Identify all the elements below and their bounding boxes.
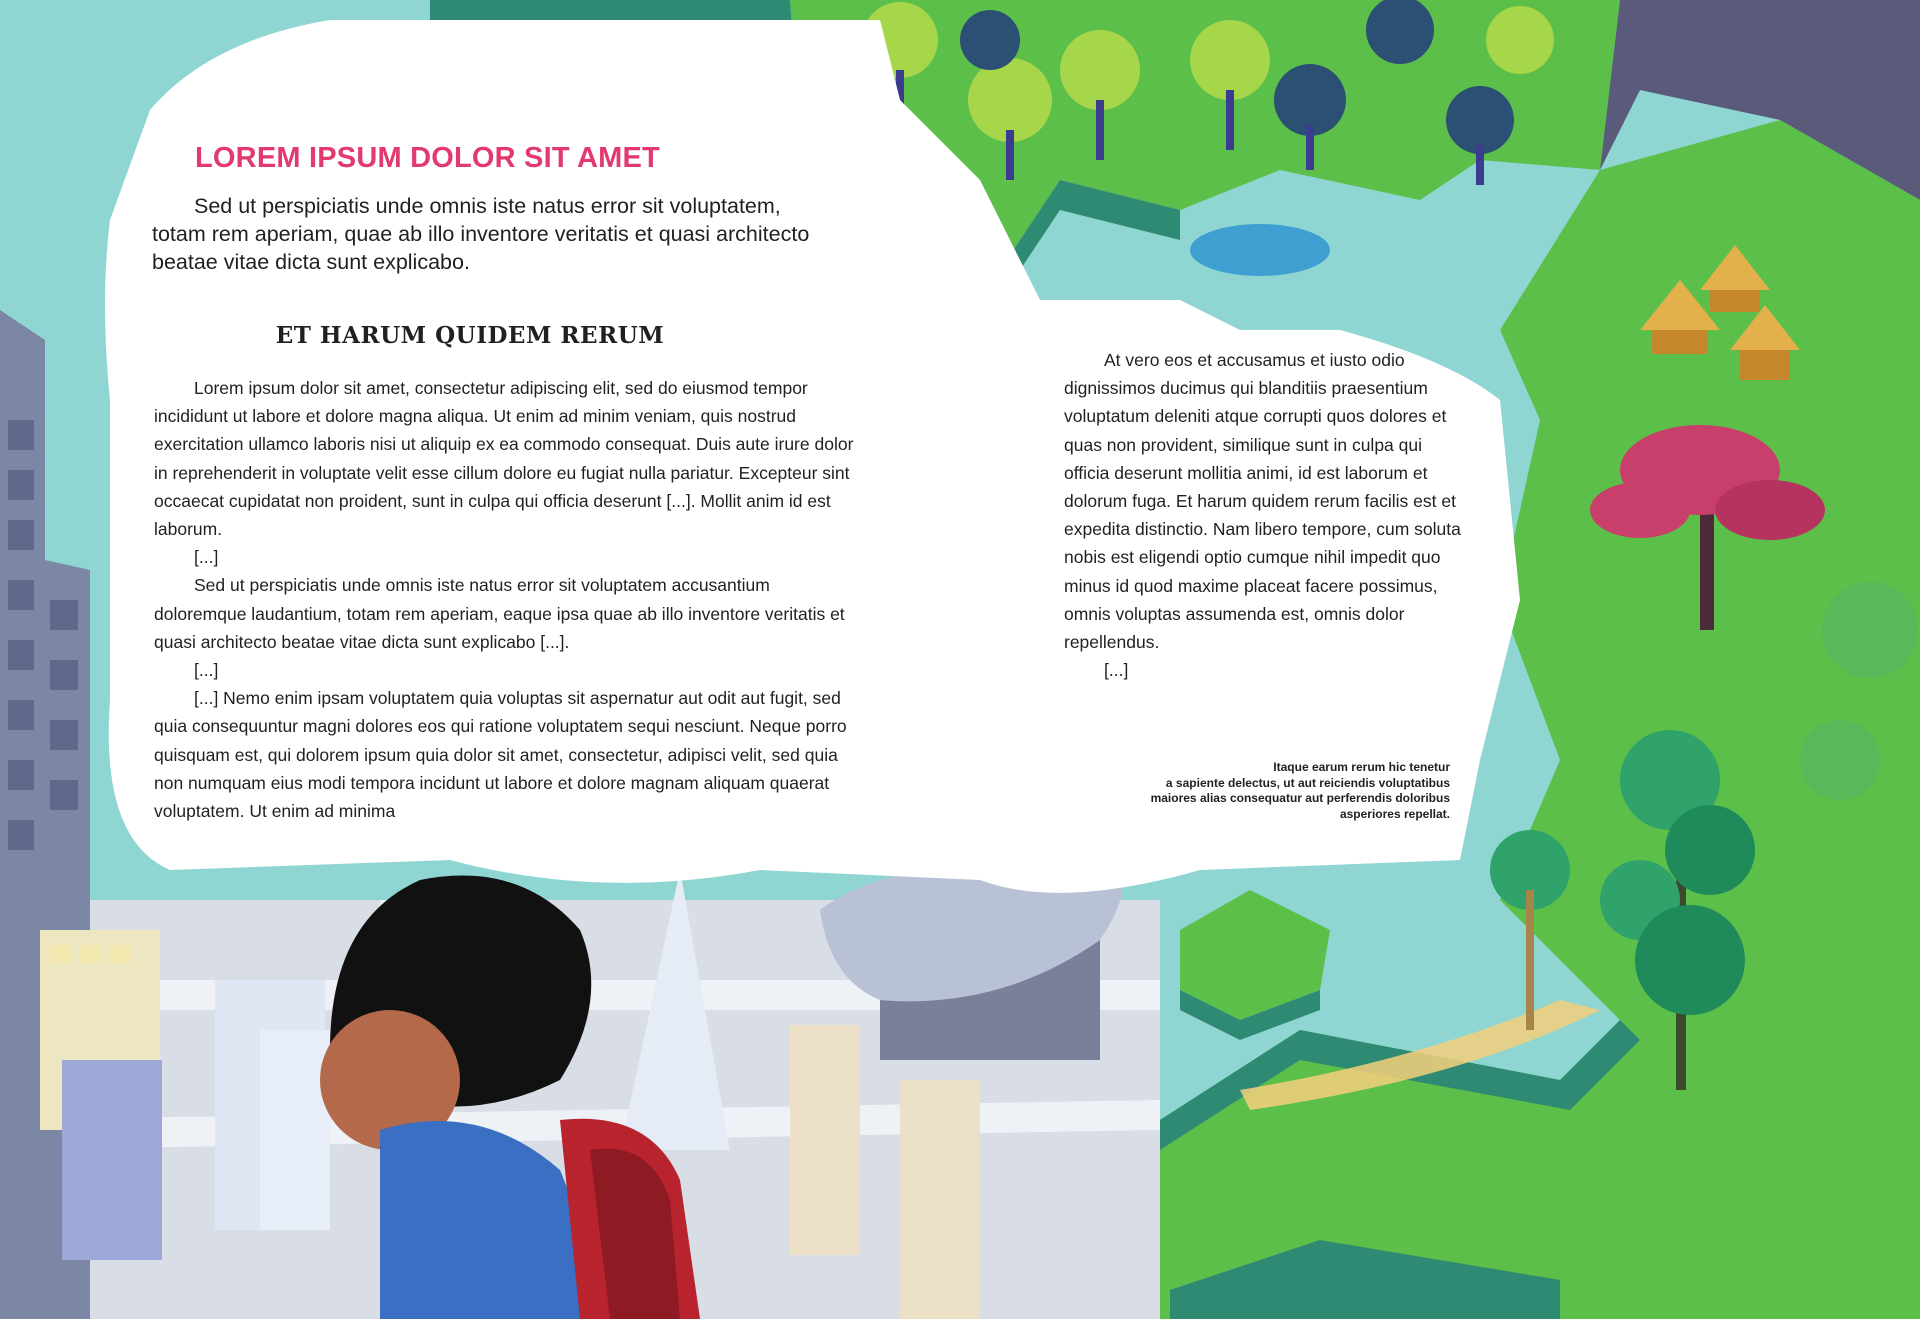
caption-line: a sapiente delectus, ut aut reiciendis voluptatibus [1165,775,1450,790]
pond [1190,224,1330,276]
caption-line: maiores alias consequatur aut perferendis doloribus [1150,791,1450,805]
image-caption [1090,760,1450,822]
caption-line: Itaque earum rerum hic tenetur [1273,760,1450,774]
left-paragraph: [...] Nemo enim ipsam voluptatem quia voluptas sit aspernatur aut odit aut fugit, sed quia consequuntur magni dolores eos qui ratione voluptatem sequi nesciunt. Neque porro quisquam est, qui dolorem ipsum quia dolor sit amet, consectetur, adipisci velit, sed quia non numquam eius modi tempora incidunt ut labore et dolore magnam aliquam quaerat voluptatem. Ut enim ad minima [154,688,847,822]
lead-text: Sed ut perspiciatis unde omnis iste natus error sit voluptatem, totam rem aperiam, quae ab illo inventore veritatis et quasi architecto beatae vitae dicta sunt explicabo. [152,194,810,274]
right-ellipsis: [...] [1104,660,1129,681]
left-ellipsis: [...] [194,660,219,681]
lead-paragraph [152,192,832,276]
caption-line: asperiores repellat. [1339,806,1450,821]
right-paragraph: At vero eos et accusamus et iusto odio dignissimos ducimus qui blanditiis praesentium voluptatum deleniti atque corrupti quos dolores et quas non provident, similique sunt in culpa qui officia deserunt mollitia animi, id est laborum et dolorum fuga. Et harum quidem rerum facilis est et expedita distinctio. Nam libero tempore, cum soluta nobis est eligendi optio cumque nihil impedit quo minus id quod maxime placeat facere possimus, omnis voluptas assumenda est, omnis dolor repellendus. [1064,350,1461,653]
left-ellipsis: [...] [194,547,219,568]
left-paragraph: Lorem ipsum dolor sit amet, consectetur adipiscing elit, sed do eiusmod tempor incididunt ut labore et dolore magna aliqua. Ut enim ad minim veniam, quis nostrud exercitation ullamco laboris nisi ut aliquip ex ea commodo consequat. Duis aute irure dolor in reprehenderit in voluptate velit esse cillum dolore eu fugiat nulla pariatur. Excepteur sint occaecat cupidatat non proident, sunt in culpa qui officia deserunt [...]. Mollit anim id est laborum. [154,378,854,540]
right-column [1064,346,1468,684]
page-heading: LOREM IPSUM DOLOR SIT AMET [195,142,660,174]
left-column [154,374,856,825]
section-subheading: ET HARUM QUIDEM RERUM [275,322,665,349]
left-paragraph: Sed ut perspiciatis unde omnis iste natus error sit voluptatem accusantium doloremque laudantium, totam rem aperiam, eaque ipsa quae ab illo inventore veritatis et quasi architecto beatae vitae dicta sunt explicabo [...]. [154,575,845,652]
